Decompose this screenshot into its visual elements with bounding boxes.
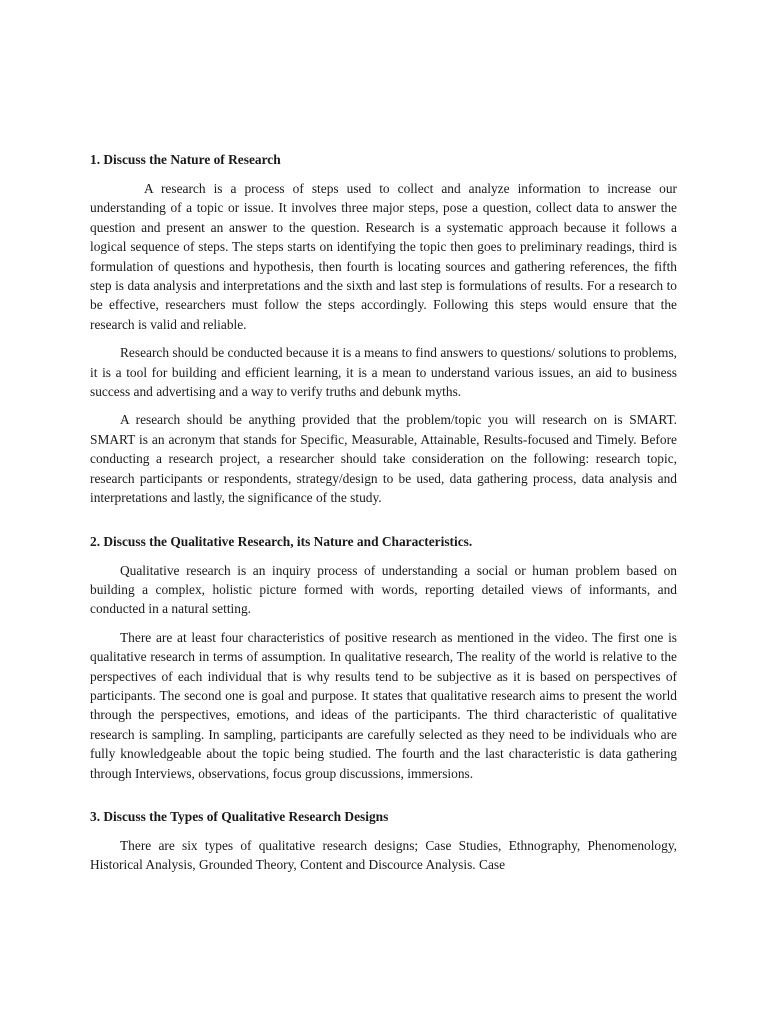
paragraph: Research should be conducted because it is a means to find answers to questions/ solutions to problems, it is a tool for building and efficient learning, it is a mean to understand various issues, an aid to business success and advertising and a way to verify truths and debunk myths. xyxy=(90,345,677,400)
paragraph: There are at least four characteristics of positive research as mentioned in the video. The first one is qualitative research in terms of assumption. In qualitative research, The reality of the world is relative to the perspectives of each individual that is why results tend to be subjective as it is based on perspectives of participants. The second one is goal and purpose. It states that qualitative research aims to present the world through the perspectives, emotions, and ideas of the participants. The third characteristic of qualitative research is sampling. In sampling, participants are carefully selected as they need to be individuals who are fully knowledgeable about the topic being studied. The fourth and the last characteristic is data gathering through Interviews, observations, focus group discussions, immersions. xyxy=(90,629,677,781)
section-nature-of-research xyxy=(90,150,677,508)
paragraph: A research should be anything provided that the problem/topic you will research on is SMART. SMART is an acronym that stands for Specific, Measurable, Attainable, Results-focused and Timely. Before conducting a research project, a researcher should take consideration on the following: research topic, research participants or respondents, strategy/design to be used, data gathering process, data analysis and interpretations and lastly, the significance of the study. xyxy=(90,412,677,506)
paragraph: There are six types of qualitative research designs; Case Studies, Ethnography, Phenomenology, Historical Analysis, Grounded Theory, Content and Discource Analysis. Case xyxy=(90,837,677,873)
section-qualitative-research xyxy=(90,532,677,783)
paragraph: Qualitative research is an inquiry process of understanding a social or human problem based on building a complex, holistic picture formed with words, reporting detailed views of informants, and conducted in a natural setting. xyxy=(90,562,677,617)
section-qualitative-designs xyxy=(90,807,677,875)
section-heading: 2. Discuss the Qualitative Research, its Nature and Characteristics. xyxy=(90,533,473,549)
paragraph: A research is a process of steps used to collect and analyze information to increase our understanding of a topic or issue. It involves three major steps, pose a question, collect data to answer the question and present an answer to the question. Research is a systematic approach because it follows a logical sequence of steps. The steps starts on identifying the topic then goes to preliminary readings, third is formulation of questions and hypothesis, then fourth is locating sources and gathering references, the fifth step is data analysis and interpretations and the sixth and last step is formulations of results. For a research to be effective, researchers must follow the steps accordingly. Following this steps would ensure that the research is valid and reliable. xyxy=(90,181,677,332)
section-heading: 1. Discuss the Nature of Research xyxy=(90,152,281,167)
document-body xyxy=(90,150,677,884)
section-heading: 3. Discuss the Types of Qualitative Research Designs xyxy=(90,808,389,824)
